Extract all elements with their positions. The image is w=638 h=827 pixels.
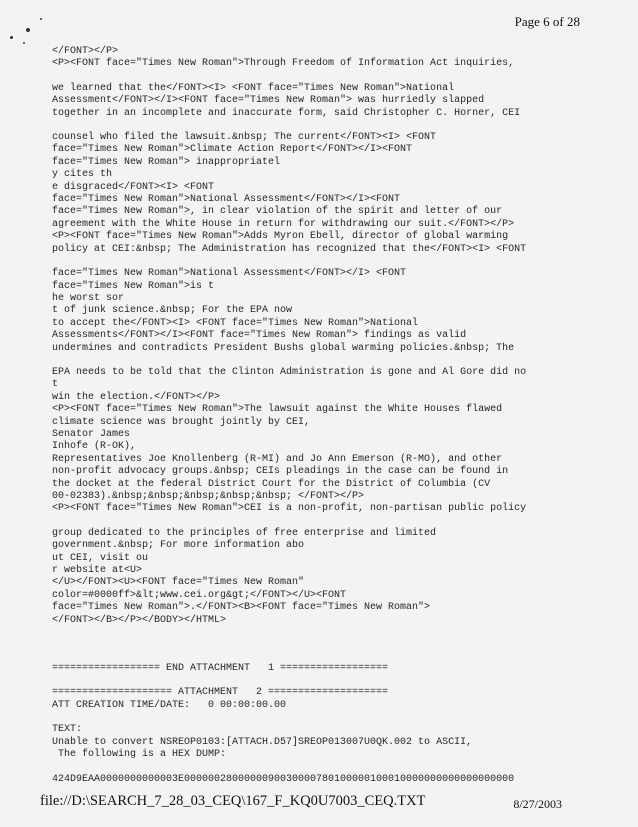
scan-speck [23,42,25,44]
text-line: non-profit advocacy groups.&nbsp; CEIs pleadings in the case can be found in [52,466,509,478]
text-line: </U></FONT><U><FONT face="Times New Roman" [52,577,305,589]
text-line: </FONT></B></P></BODY></HTML> [52,614,227,626]
text-line: ==================== ATTACHMENT 2 ==================== [52,687,389,699]
text-line: Representatives Joe Knollenberg (R-MI) and Jo Ann Emerson (R-MO), and other [52,453,503,465]
text-line: <P><FONT face="Times New Roman">Adds Myron Ebell, director of global warming [52,231,509,243]
blank-line [52,355,572,367]
text-line: Unable to convert NSREOP0103:[ATTACH.D57]SREOP013007U0QK.002 to ASCII, [52,736,473,748]
text-line: TEXT: [52,724,83,736]
blank-line [52,762,572,774]
blank-line [52,627,572,639]
text-line: Senator James [52,428,131,440]
blank-line [52,712,572,724]
text-line: counsel who filed the lawsuit.&nbsp; The current</FONT><I> <FONT [52,132,437,144]
footer-file-path: file://D:\SEARCH_7_28_03_CEQ\167_F_KQ0U7003_CEQ.TXT [40,793,426,809]
text-line: win the election.</FONT></P> [52,391,221,403]
text-line: 00-02383).&nbsp;&nbsp;&nbsp;&nbsp;&nbsp; </FONT></P> [52,491,365,502]
text-line: <P><FONT face="Times New Roman">Through Freedom of Information Act inquiries, [52,58,515,70]
text-line: to accept the</FONT><I> <FONT face="Times New Roman">National [52,317,419,329]
text-line: r website at<U> [52,565,143,577]
text-line: government.&nbsp; For more information abo [52,540,305,552]
scan-speck [26,28,30,32]
blank-line [52,639,572,651]
document-body-text [52,46,572,786]
text-line: color=#0000ff>&lt;www.cei.org&gt;</FONT></U><FONT [52,589,347,601]
text-line: group dedicated to the principles of free enterprise and limited [52,527,437,539]
scan-speck [10,36,13,39]
text-line: he worst sor [52,292,125,304]
text-line: the docket at the federal District Court for the District of Columbia (CV [52,478,491,490]
text-line: ================== END ATTACHMENT 1 ================== [52,663,389,675]
text-line: <P><FONT face="Times New Roman">CEI is a non-profit, non-partisan public policy [52,503,527,515]
text-line: undermines and contradicts President Bushs global warming policies.&nbsp; The [52,342,515,354]
text-line: face="Times New Roman">.</FONT><B><FONT face="Times New Roman"> [52,602,431,614]
text-line: Inhofe (R-OK), [52,441,137,453]
text-line: e disgraced</FONT><I> <FONT [52,181,215,193]
text-line: agreement with the White House in return for withdrawing our suit.</FONT></P> [52,218,515,230]
text-line: </FONT></P> [52,46,119,57]
blank-line [52,651,572,663]
scan-speck [40,18,42,20]
text-line: t of junk science.&nbsp; For the EPA now [52,305,293,317]
text-line: face="Times New Roman">National Assessment</FONT></I> <FONT [52,268,407,280]
text-line: face="Times New Roman">National Assessment</FONT></I><FONT [52,194,401,206]
text-line: policy at CEI:&nbsp; The Administration has recognized that the</FONT><I> <FONT [52,243,527,255]
text-line: 424D9EAA0000000000003E0000002800000090030000780100000100010000000000000000000 [52,773,515,785]
text-line: t [52,379,59,391]
blank-line [52,71,572,83]
text-line: climate science was brought jointly by CEI, [52,416,311,428]
footer-date: 8/27/2003 [513,797,562,811]
blank-line [52,120,572,132]
text-line: together in an incomplete and inaccurate form, said Christopher C. Horner, CEI [52,107,521,119]
text-line: face="Times New Roman"> inappropriatel [52,156,281,168]
text-line: Assessment</FONT></I><FONT face="Times New Roman"> was hurriedly slapped [52,95,485,107]
text-line: ATT CREATION TIME/DATE: 0 00:00:00.00 [52,699,287,711]
blank-line [52,675,572,687]
text-line: Assessments</FONT></I><FONT face="Times New Roman"> findings as valid [52,330,467,342]
text-line: face="Times New Roman">is t [52,280,215,292]
text-line: The following is a HEX DUMP: [52,749,227,761]
text-line: face="Times New Roman">Climate Action Report</FONT></I><FONT [52,144,413,156]
blank-line [52,516,572,528]
text-line: ut CEI, visit ou [52,552,149,564]
page-number: Page 6 of 28 [514,14,580,29]
text-line: we learned that the</FONT><I> <FONT face="Times New Roman">National [52,82,455,94]
text-line: y cites th [52,169,113,181]
text-line: <P><FONT face="Times New Roman">The lawsuit against the White Houses flawed [52,404,503,416]
blank-line [52,256,572,268]
text-line: face="Times New Roman">, in clear violation of the spirit and letter of our [52,206,503,218]
text-line: EPA needs to be told that the Clinton Administration is gone and Al Gore did no [52,366,527,378]
